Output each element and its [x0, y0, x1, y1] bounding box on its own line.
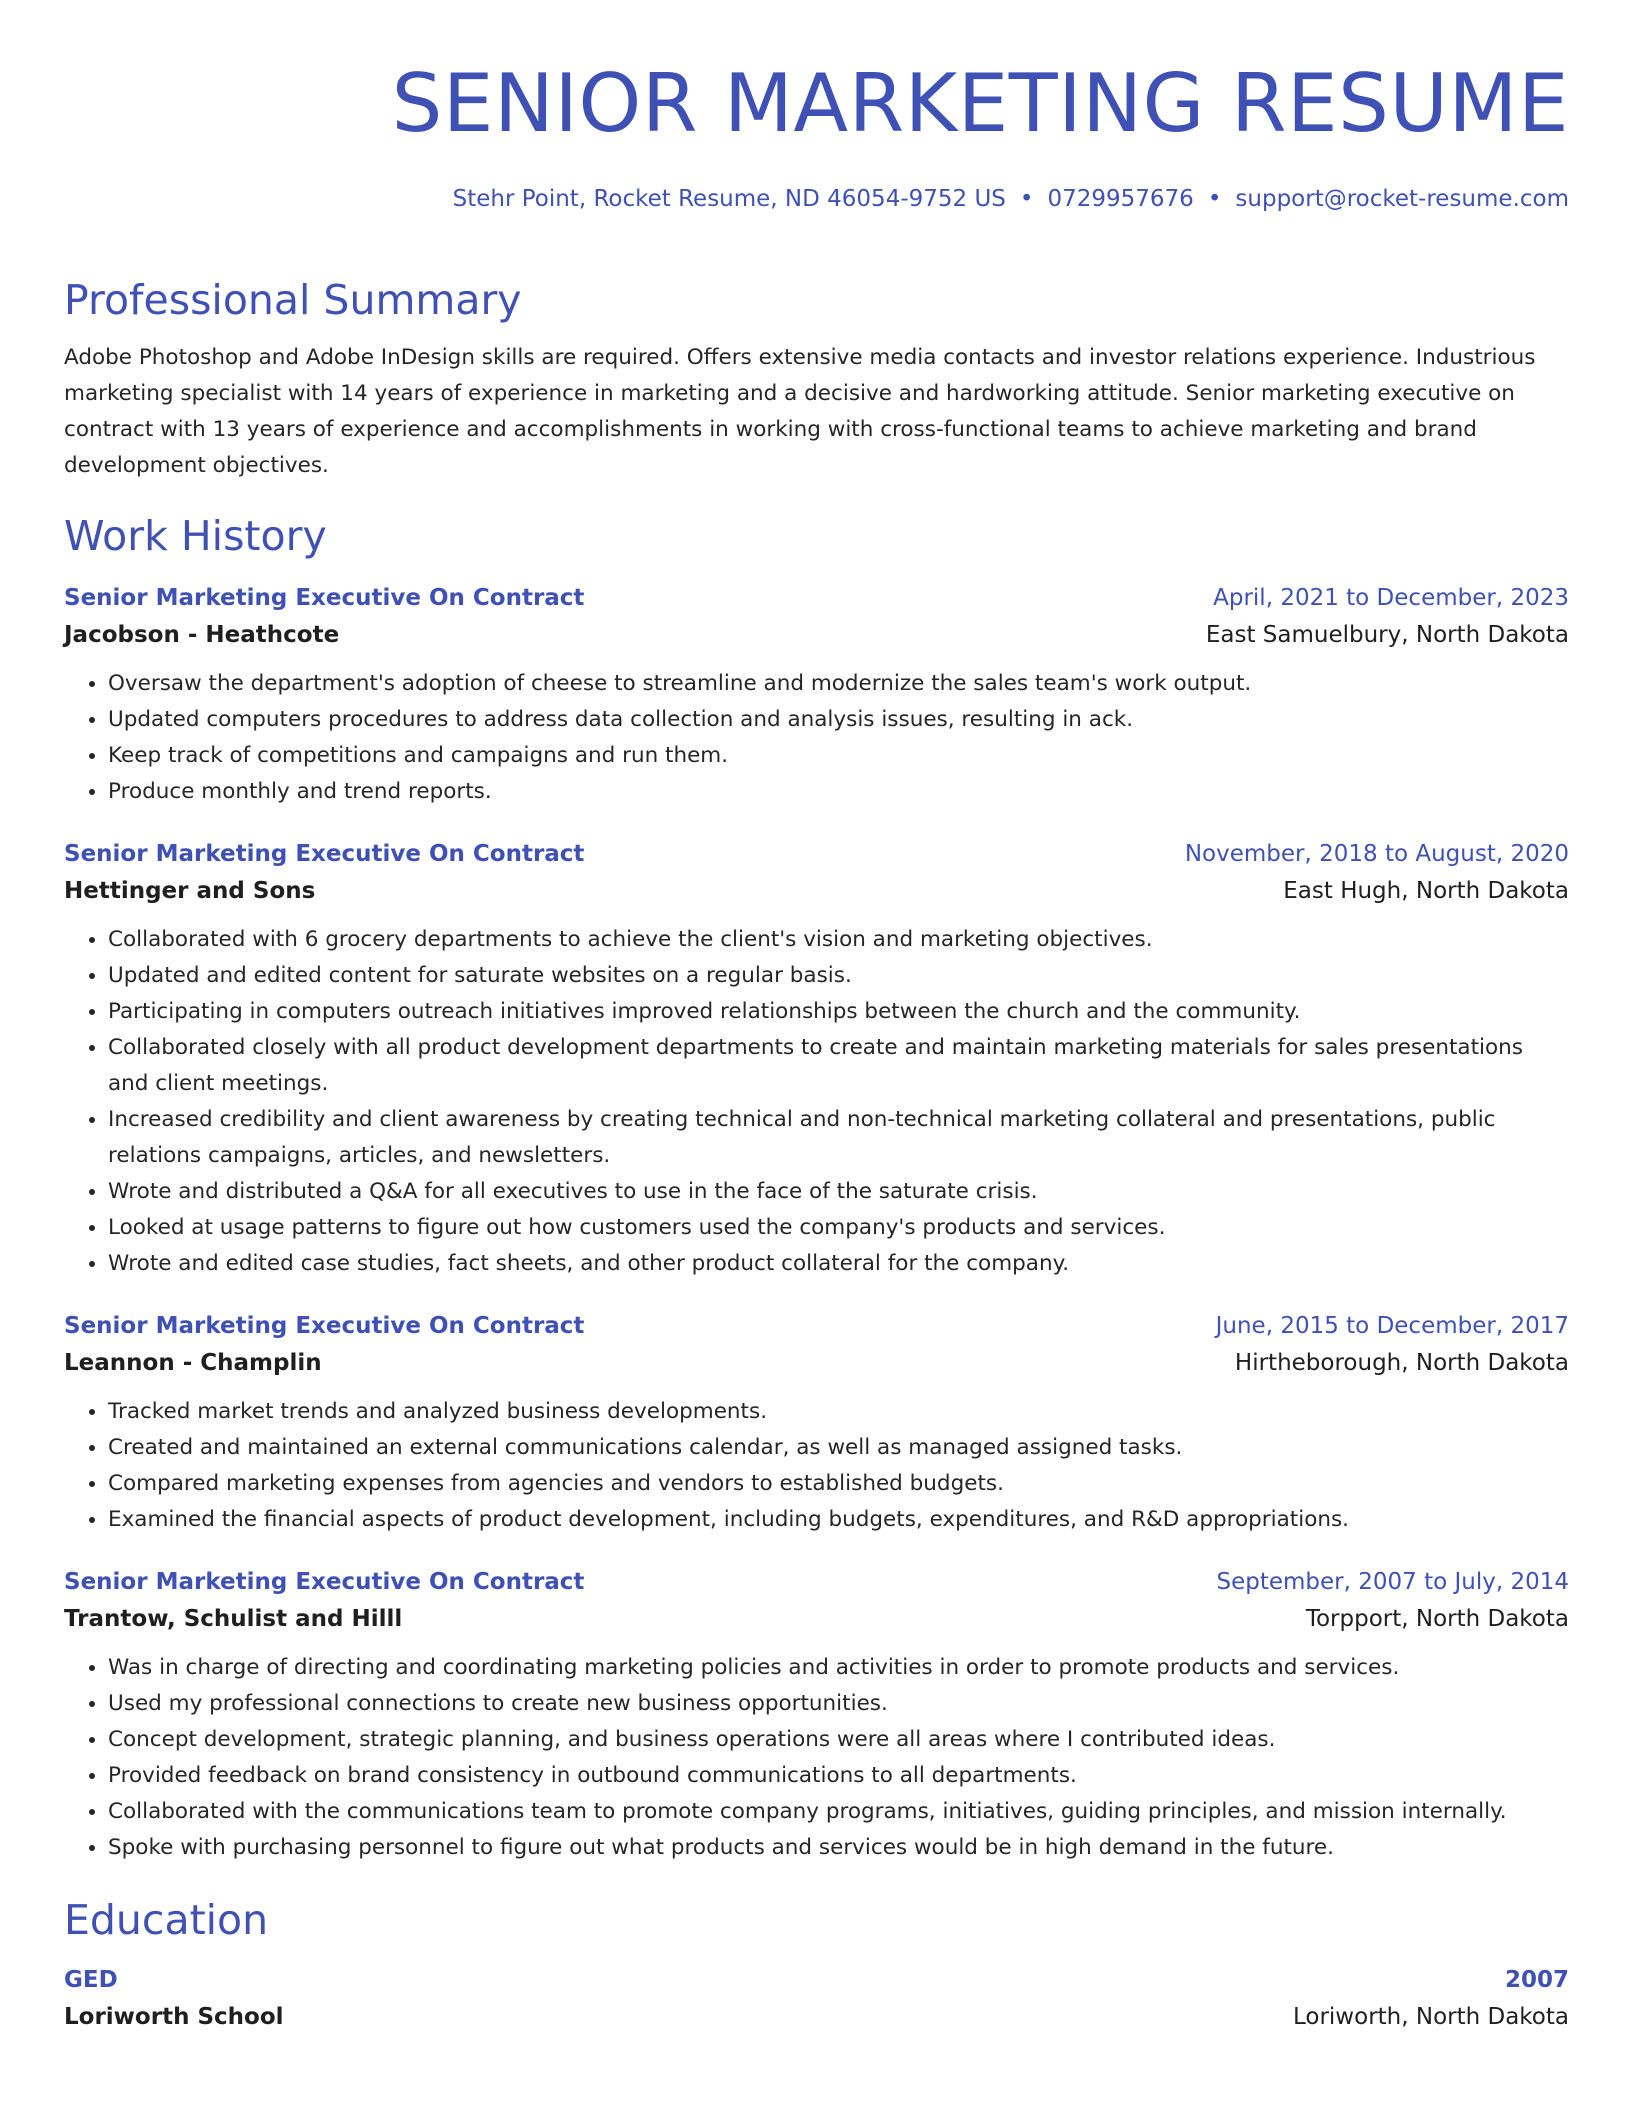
job-entry [64, 1564, 1569, 1866]
job-entry [64, 580, 1569, 810]
job-title-row [64, 1308, 1569, 1344]
job-dates: September, 2007 to July, 2014 [1216, 1569, 1569, 1595]
contact-separator: • [1019, 186, 1034, 212]
education-degree: GED [64, 1967, 118, 1993]
job-title: Senior Marketing Executive On Contract [64, 841, 585, 867]
job-title: Senior Marketing Executive On Contract [64, 1313, 585, 1339]
education-school-row [64, 1998, 1569, 2036]
job-bullets [64, 666, 1569, 810]
job-bullet: • Spoke with purchasing personnel to figure out what products and services would be in high demand in the future. [108, 1830, 1569, 1866]
contact-address: Stehr Point, Rocket Resume, ND 46054-9752 US [452, 186, 1006, 212]
job-company-row [64, 1600, 1569, 1638]
education-entry [64, 1962, 1569, 2036]
job-bullet: • Participating in computers outreach initiatives improved relationships between the church and the community. [108, 994, 1569, 1030]
job-bullet: • Updated and edited content for saturate websites on a regular basis. [108, 958, 1569, 994]
job-title-row [64, 1564, 1569, 1600]
job-bullet: • Was in charge of directing and coordinating marketing policies and activities in order to promote products and services. [108, 1650, 1569, 1686]
summary-heading: Professional Summary [64, 276, 522, 324]
job-bullet: • Compared marketing expenses from agencies and vendors to established budgets. [108, 1466, 1569, 1502]
job-bullet: • Updated computers procedures to address data collection and analysis issues, resulting in ack. [108, 702, 1569, 738]
job-company: Jacobson - Heathcote [64, 622, 340, 648]
job-dates: June, 2015 to December, 2017 [1215, 1313, 1569, 1339]
job-bullet: • Wrote and edited case studies, fact sheets, and other product collateral for the company. [108, 1246, 1569, 1282]
job-bullet: • Examined the financial aspects of product development, including budgets, expenditures, and R&D appropriations. [108, 1502, 1569, 1538]
job-bullet: • Used my professional connections to create new business opportunities. [108, 1686, 1569, 1722]
contact-email[interactable]: support@rocket-resume.com [1235, 186, 1569, 212]
education-heading: Education [64, 1896, 269, 1944]
job-bullet: • Produce monthly and trend reports. [108, 774, 1569, 810]
job-company-row [64, 1344, 1569, 1382]
job-company-row [64, 616, 1569, 654]
education-year: 2007 [1504, 1967, 1569, 1993]
job-company: Trantow, Schulist and Hilll [64, 1606, 403, 1632]
job-title-row [64, 836, 1569, 872]
job-title-row [64, 580, 1569, 616]
job-bullet: • Keep track of competitions and campaigns and run them. [108, 738, 1569, 774]
contact-phone: 0729957676 [1047, 186, 1194, 212]
job-bullet: • Concept development, strategic planning, and business operations were all areas where I contributed ideas. [108, 1722, 1569, 1758]
summary-text: Adobe Photoshop and Adobe InDesign skills are required. Offers extensive media contacts and investor relations experience. Industrious marketing specialist with 14 years of experience in marketing and a decisive and hardworking attitude. Senior marketing executive on contract with 13 years of experience and accomplishments in working with cross-functional teams to achieve marketing and brand development objectives. [64, 345, 1536, 478]
job-bullet: • Tracked market trends and analyzed business developments. [108, 1394, 1569, 1430]
job-bullet: • Increased credibility and client awareness by creating technical and non-technical marketing collateral and presentations, public relations campaigns, articles, and newsletters. [108, 1102, 1569, 1174]
job-company: Leannon - Champlin [64, 1350, 322, 1376]
resume-title: SENIOR MARKETING RESUME [391, 57, 1569, 150]
education-degree-row [64, 1962, 1569, 1998]
job-entry [64, 1308, 1569, 1538]
contact-line [64, 184, 1569, 214]
job-company-row [64, 872, 1569, 910]
job-bullet: • Oversaw the department's adoption of cheese to streamline and modernize the sales team's work output. [108, 666, 1569, 702]
job-bullet: • Collaborated with 6 grocery departments to achieve the client's vision and marketing objectives. [108, 922, 1569, 958]
job-location: East Samuelbury, North Dakota [1205, 622, 1569, 648]
job-bullets [64, 922, 1569, 1282]
job-dates: April, 2021 to December, 2023 [1213, 585, 1569, 611]
education-school: Loriworth School [64, 2004, 284, 2030]
job-bullet: • Collaborated closely with all product development departments to create and maintain marketing materials for sales presentations and client meetings. [108, 1030, 1569, 1102]
job-bullet: • Provided feedback on brand consistency in outbound communications to all departments. [108, 1758, 1569, 1794]
job-entry [64, 836, 1569, 1282]
job-bullet: • Collaborated with the communications team to promote company programs, initiatives, guiding principles, and mission internally. [108, 1794, 1569, 1830]
work-history-heading: Work History [64, 512, 327, 560]
job-location: Hirtheborough, North Dakota [1234, 1350, 1569, 1376]
job-title: Senior Marketing Executive On Contract [64, 1569, 585, 1595]
job-bullet: • Created and maintained an external communications calendar, as well as managed assigned tasks. [108, 1430, 1569, 1466]
job-bullets [64, 1650, 1569, 1866]
job-location: East Hugh, North Dakota [1283, 878, 1569, 904]
job-bullet: • Looked at usage patterns to figure out how customers used the company's products and services. [108, 1210, 1569, 1246]
job-location: Torpport, North Dakota [1305, 1606, 1569, 1632]
job-bullet: • Wrote and distributed a Q&A for all executives to use in the face of the saturate crisis. [108, 1174, 1569, 1210]
education-location: Loriworth, North Dakota [1292, 2004, 1569, 2030]
job-company: Hettinger and Sons [64, 878, 316, 904]
job-dates: November, 2018 to August, 2020 [1184, 841, 1569, 867]
resume-header [64, 0, 1569, 214]
job-bullets [64, 1394, 1569, 1538]
job-title: Senior Marketing Executive On Contract [64, 585, 585, 611]
contact-separator: • [1207, 186, 1222, 212]
